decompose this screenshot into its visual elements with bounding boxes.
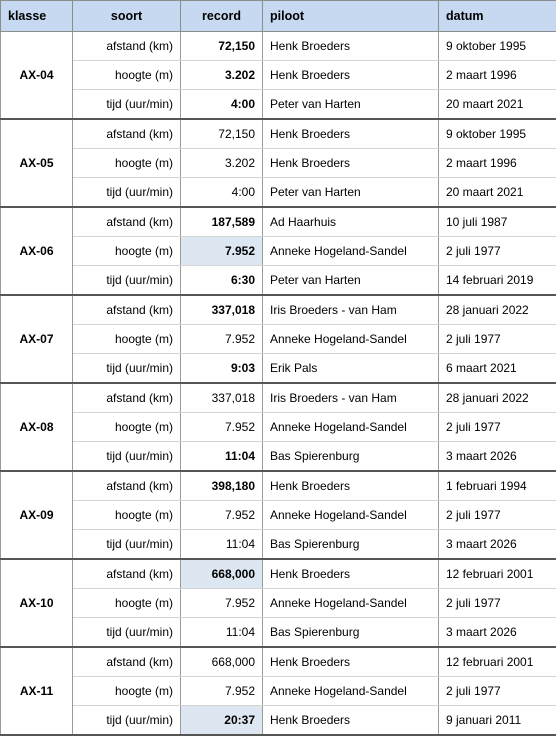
- record-cell: 3.202: [181, 61, 263, 90]
- datum-cell: 3 maart 2026: [439, 618, 556, 648]
- table-row: [1, 149, 556, 178]
- record-cell: 7.952: [181, 501, 263, 530]
- piloot-cell: Anneke Hogeland-Sandel: [263, 501, 439, 530]
- record-cell: 72,150: [181, 119, 263, 149]
- record-cell: 7.952: [181, 589, 263, 618]
- piloot-cell: Anneke Hogeland-Sandel: [263, 325, 439, 354]
- record-cell: 7.952: [181, 237, 263, 266]
- table-row: [1, 442, 556, 472]
- record-cell: 7.952: [181, 413, 263, 442]
- table-row: [1, 207, 556, 237]
- record-cell: 11:04: [181, 618, 263, 648]
- piloot-cell: Henk Broeders: [263, 119, 439, 149]
- datum-cell: 20 maart 2021: [439, 90, 556, 120]
- piloot-cell: Ad Haarhuis: [263, 207, 439, 237]
- piloot-cell: Henk Broeders: [263, 706, 439, 736]
- piloot-cell: Bas Spierenburg: [263, 530, 439, 560]
- header-soort: soort: [73, 1, 181, 32]
- datum-cell: 10 juli 1987: [439, 207, 556, 237]
- piloot-cell: Henk Broeders: [263, 61, 439, 90]
- record-cell: 9:03: [181, 354, 263, 384]
- piloot-cell: Peter van Harten: [263, 178, 439, 208]
- header-klasse: klasse: [1, 1, 73, 32]
- klasse-cell: AX-04: [1, 32, 73, 120]
- piloot-cell: Erik Pals: [263, 354, 439, 384]
- soort-cell: tijd (uur/min): [73, 706, 181, 736]
- soort-cell: afstand (km): [73, 647, 181, 677]
- klasse-cell: AX-09: [1, 471, 73, 559]
- table-row: [1, 706, 556, 736]
- table-row: [1, 178, 556, 208]
- soort-cell: hoogte (m): [73, 61, 181, 90]
- datum-cell: 3 maart 2026: [439, 442, 556, 472]
- datum-cell: 3 maart 2026: [439, 530, 556, 560]
- klasse-cell: AX-10: [1, 559, 73, 647]
- piloot-cell: Anneke Hogeland-Sandel: [263, 413, 439, 442]
- datum-cell: 14 februari 2019: [439, 266, 556, 296]
- header-piloot: piloot: [263, 1, 439, 32]
- piloot-cell: Henk Broeders: [263, 32, 439, 61]
- soort-cell: tijd (uur/min): [73, 442, 181, 472]
- record-cell: 4:00: [181, 178, 263, 208]
- datum-cell: 2 juli 1977: [439, 677, 556, 706]
- piloot-cell: Anneke Hogeland-Sandel: [263, 677, 439, 706]
- datum-cell: 20 maart 2021: [439, 178, 556, 208]
- soort-cell: tijd (uur/min): [73, 178, 181, 208]
- record-cell: 4:00: [181, 90, 263, 120]
- record-cell: 337,018: [181, 295, 263, 325]
- table-row: [1, 559, 556, 589]
- klasse-cell: AX-05: [1, 119, 73, 207]
- datum-cell: 2 juli 1977: [439, 325, 556, 354]
- piloot-cell: Anneke Hogeland-Sandel: [263, 589, 439, 618]
- table-row: [1, 618, 556, 648]
- soort-cell: tijd (uur/min): [73, 266, 181, 296]
- table-body: [1, 32, 556, 736]
- soort-cell: afstand (km): [73, 471, 181, 501]
- klasse-cell: AX-11: [1, 647, 73, 735]
- datum-cell: 28 januari 2022: [439, 295, 556, 325]
- datum-cell: 12 februari 2001: [439, 559, 556, 589]
- piloot-cell: Henk Broeders: [263, 647, 439, 677]
- record-cell: 398,180: [181, 471, 263, 501]
- datum-cell: 2 maart 1996: [439, 61, 556, 90]
- datum-cell: 9 oktober 1995: [439, 119, 556, 149]
- table-row: [1, 61, 556, 90]
- klasse-cell: AX-07: [1, 295, 73, 383]
- record-cell: 7.952: [181, 325, 263, 354]
- record-cell: 668,000: [181, 559, 263, 589]
- table-row: [1, 90, 556, 120]
- soort-cell: afstand (km): [73, 32, 181, 61]
- table-row: [1, 383, 556, 413]
- soort-cell: tijd (uur/min): [73, 90, 181, 120]
- record-cell: 20:37: [181, 706, 263, 736]
- piloot-cell: Anneke Hogeland-Sandel: [263, 237, 439, 266]
- piloot-cell: Bas Spierenburg: [263, 442, 439, 472]
- table-row: [1, 325, 556, 354]
- table-row: [1, 677, 556, 706]
- piloot-cell: Henk Broeders: [263, 471, 439, 501]
- table-row: [1, 413, 556, 442]
- table-row: [1, 295, 556, 325]
- table-header: [1, 1, 556, 32]
- soort-cell: hoogte (m): [73, 149, 181, 178]
- datum-cell: 12 februari 2001: [439, 647, 556, 677]
- header-record: record: [181, 1, 263, 32]
- soort-cell: afstand (km): [73, 295, 181, 325]
- soort-cell: afstand (km): [73, 119, 181, 149]
- table-row: [1, 501, 556, 530]
- header-row: [1, 1, 556, 32]
- soort-cell: tijd (uur/min): [73, 354, 181, 384]
- soort-cell: hoogte (m): [73, 501, 181, 530]
- piloot-cell: Peter van Harten: [263, 266, 439, 296]
- piloot-cell: Bas Spierenburg: [263, 618, 439, 648]
- soort-cell: tijd (uur/min): [73, 530, 181, 560]
- soort-cell: hoogte (m): [73, 589, 181, 618]
- datum-cell: 2 juli 1977: [439, 237, 556, 266]
- header-datum: datum: [439, 1, 556, 32]
- record-cell: 7.952: [181, 677, 263, 706]
- datum-cell: 6 maart 2021: [439, 354, 556, 384]
- soort-cell: hoogte (m): [73, 237, 181, 266]
- table-row: [1, 32, 556, 61]
- table-row: [1, 237, 556, 266]
- soort-cell: hoogte (m): [73, 325, 181, 354]
- datum-cell: 2 maart 1996: [439, 149, 556, 178]
- record-cell: 187,589: [181, 207, 263, 237]
- table-row: [1, 589, 556, 618]
- soort-cell: afstand (km): [73, 559, 181, 589]
- soort-cell: hoogte (m): [73, 413, 181, 442]
- table-row: [1, 647, 556, 677]
- piloot-cell: Iris Broeders - van Ham: [263, 295, 439, 325]
- datum-cell: 28 januari 2022: [439, 383, 556, 413]
- klasse-cell: AX-08: [1, 383, 73, 471]
- soort-cell: afstand (km): [73, 383, 181, 413]
- klasse-cell: AX-06: [1, 207, 73, 295]
- table-row: [1, 266, 556, 296]
- table-row: [1, 471, 556, 501]
- piloot-cell: Peter van Harten: [263, 90, 439, 120]
- record-cell: 6:30: [181, 266, 263, 296]
- datum-cell: 1 februari 1994: [439, 471, 556, 501]
- datum-cell: 2 juli 1977: [439, 413, 556, 442]
- record-cell: 11:04: [181, 530, 263, 560]
- piloot-cell: Henk Broeders: [263, 559, 439, 589]
- piloot-cell: Iris Broeders - van Ham: [263, 383, 439, 413]
- table-row: [1, 354, 556, 384]
- piloot-cell: Henk Broeders: [263, 149, 439, 178]
- datum-cell: 2 juli 1977: [439, 501, 556, 530]
- record-cell: 3.202: [181, 149, 263, 178]
- soort-cell: hoogte (m): [73, 677, 181, 706]
- datum-cell: 9 oktober 1995: [439, 32, 556, 61]
- soort-cell: afstand (km): [73, 207, 181, 237]
- record-cell: 72,150: [181, 32, 263, 61]
- record-cell: 11:04: [181, 442, 263, 472]
- table-row: [1, 119, 556, 149]
- record-cell: 668,000: [181, 647, 263, 677]
- datum-cell: 9 januari 2011: [439, 706, 556, 736]
- record-cell: 337,018: [181, 383, 263, 413]
- datum-cell: 2 juli 1977: [439, 589, 556, 618]
- soort-cell: tijd (uur/min): [73, 618, 181, 648]
- table-row: [1, 530, 556, 560]
